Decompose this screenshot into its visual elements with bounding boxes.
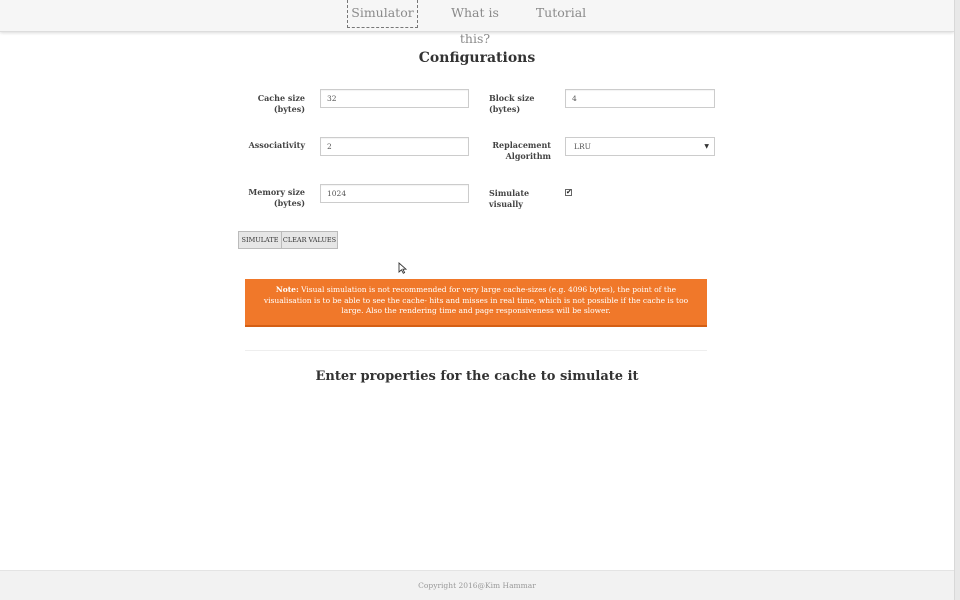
page-title: Configurations xyxy=(418,50,536,66)
block-size-input[interactable]: 4 xyxy=(565,89,715,108)
clear-values-button[interactable]: CLEAR VALUES xyxy=(281,231,338,249)
associativity-label: Associativity xyxy=(248,140,305,150)
replacement-algorithm-select[interactable] xyxy=(565,137,715,156)
memory-size-label xyxy=(230,187,305,208)
replacement-selected-value: LRU xyxy=(574,142,591,151)
section-divider xyxy=(245,350,707,351)
chevron-down-icon: ▼ xyxy=(704,143,709,150)
note-text: Visual simulation is not recommended for very large cache-sizes (e.g. 4096 bytes), the point of the visualisation is to be able to see the cache- hits and misses in real time, which is not possible if the cache is too large. Also the rendering time and page responsiveness will be slower. xyxy=(263,285,689,315)
vertical-scrollbar[interactable] xyxy=(954,0,960,600)
simulation-prompt: Enter properties for the cache to simulate it xyxy=(315,369,639,384)
nav-tab-simulator[interactable]: Simulator xyxy=(347,0,418,28)
cache-size-label: Cache size (bytes) xyxy=(257,93,305,114)
note-prefix: Note: xyxy=(275,285,299,294)
memory-size-input[interactable]: 1024 xyxy=(320,184,469,203)
memory-size-label-line1: Memory size xyxy=(248,187,305,197)
associativity-input[interactable]: 2 xyxy=(320,137,469,156)
replacement-algorithm-label xyxy=(480,140,551,161)
simulate-button[interactable]: SIMULATE xyxy=(238,231,282,249)
block-size-label: Block size (bytes) xyxy=(489,93,535,114)
replacement-label-line2: Algorithm xyxy=(505,150,551,161)
simulate-visually-checkbox[interactable]: ✔ xyxy=(566,188,572,196)
top-navbar xyxy=(0,0,954,46)
mouse-cursor-icon xyxy=(398,262,407,274)
simulate-visually-label: Simulate visually xyxy=(489,188,530,209)
replacement-label-line1: Replacement xyxy=(492,140,551,150)
copyright-text: Copyright 2016@Kim Hammar xyxy=(418,581,536,590)
nav-tab-tutorial[interactable]: Tutorial xyxy=(535,5,587,20)
footer xyxy=(0,570,954,600)
nav-tab-what-is-this[interactable]: What is this? xyxy=(451,5,499,46)
memory-size-label-line2: (bytes) xyxy=(273,197,305,208)
cache-size-input[interactable]: 32 xyxy=(320,89,469,108)
visual-simulation-warning xyxy=(245,279,707,327)
